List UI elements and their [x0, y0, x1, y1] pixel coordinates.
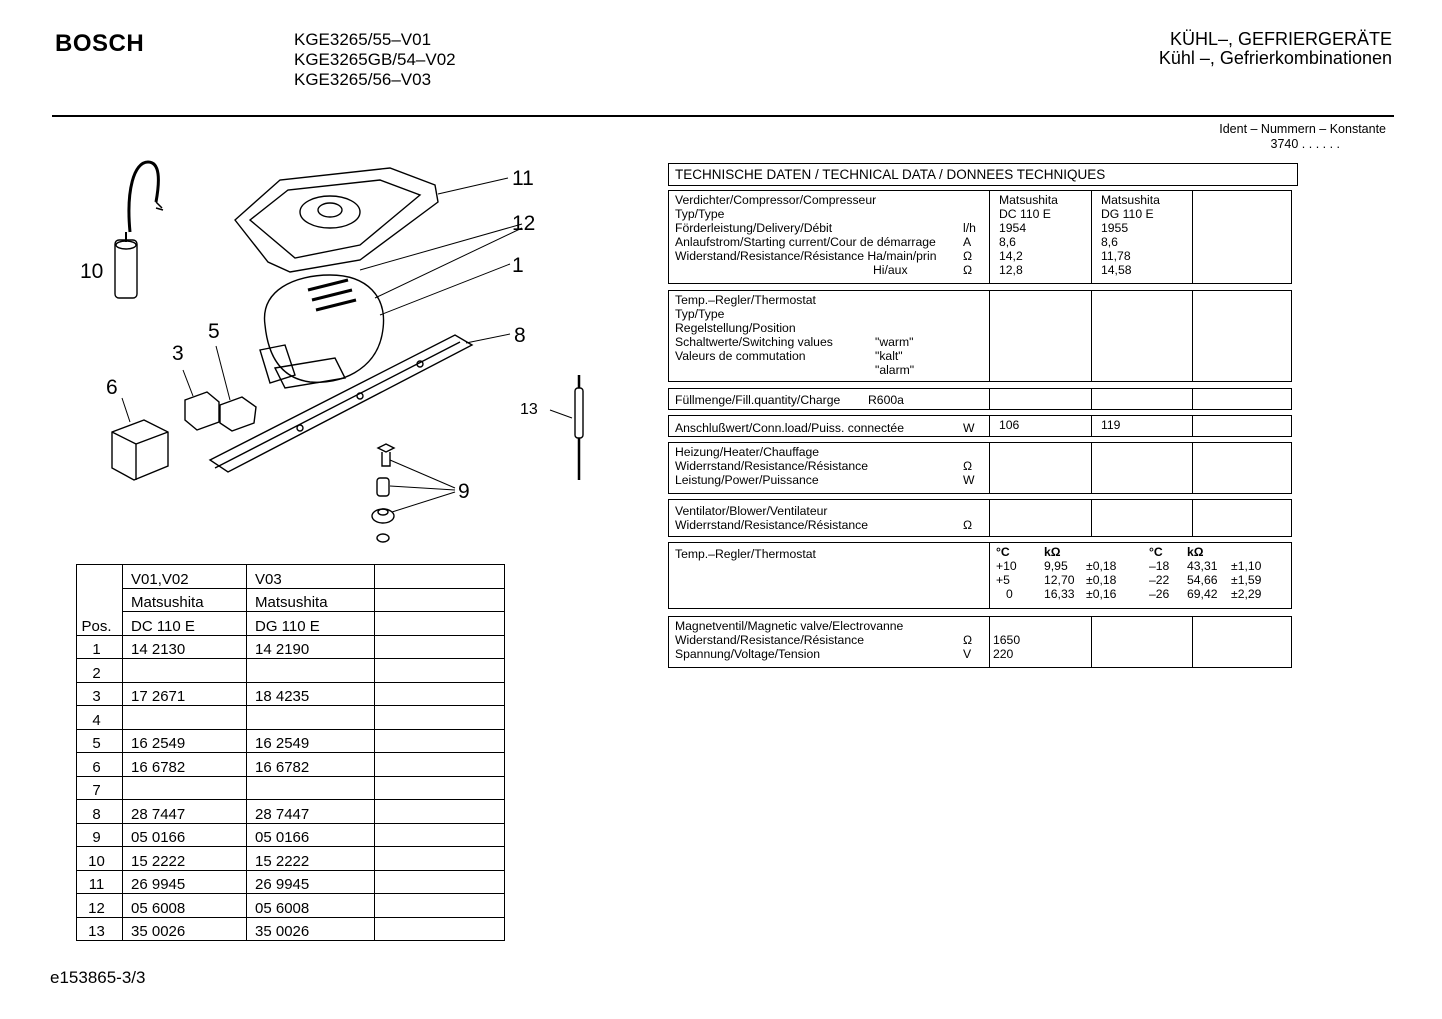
- part-number-v03: [247, 659, 375, 683]
- magnetic-valve-block: [668, 616, 1292, 668]
- heater-block: [668, 442, 1292, 494]
- thermo-cell: 12,70: [1044, 573, 1075, 587]
- part-number-v03: 05 0166: [247, 823, 375, 847]
- table-row: [77, 800, 505, 824]
- part-number-v01: [123, 706, 247, 730]
- conn-load-block: [668, 415, 1292, 437]
- thermostat-resistance-block: [668, 542, 1292, 609]
- res-head: kΩ: [1187, 545, 1204, 559]
- part-number-v01: 28 7447: [123, 800, 247, 824]
- spec-value: Matsushita: [1101, 193, 1160, 207]
- refrigerant: R600a: [868, 393, 904, 407]
- pos-header: Pos.: [77, 565, 123, 636]
- pos-number: 3: [77, 682, 123, 706]
- blower-col-1: [989, 500, 1091, 536]
- spec-unit: Ω: [963, 459, 973, 473]
- ident-code: 3740 . . . . . .: [1270, 137, 1340, 151]
- spec-unit: Ω: [963, 633, 973, 647]
- table-row: [77, 659, 505, 683]
- thermo-cell: ±0,18: [1086, 573, 1117, 587]
- part-number-extra: [375, 706, 505, 730]
- part-number-v01: [123, 659, 247, 683]
- ident-block: [1150, 122, 1386, 152]
- ident-label: Ident – Nummern – Konstante: [1219, 122, 1386, 136]
- spec-value: [993, 619, 1091, 633]
- callout-12: 12: [512, 212, 536, 235]
- spec-label: Leistung/Power/Puissance: [675, 473, 819, 487]
- thermo-cell: 16,33: [1044, 587, 1075, 601]
- part-number-v01: 35 0026: [123, 917, 247, 941]
- spec-row: [675, 459, 989, 473]
- category-title: [1159, 30, 1392, 68]
- part-number-extra: [375, 682, 505, 706]
- spec-value: 14,2: [999, 249, 1023, 263]
- spec-label: Typ/Type: [675, 207, 725, 221]
- thermo-cell: ±1,59: [1231, 573, 1262, 587]
- spec-unit: Ω: [963, 249, 973, 263]
- part-number-v03: 18 4235: [247, 682, 375, 706]
- thermo-cell: 9,95: [1044, 559, 1068, 573]
- pos-number: 9: [77, 823, 123, 847]
- table-row: [77, 706, 505, 730]
- callout-5: 5: [208, 320, 220, 343]
- heater-col-1: [989, 443, 1091, 493]
- valve-col-3: [1192, 617, 1293, 667]
- part-number-v03: [247, 776, 375, 800]
- pos-number: 4: [77, 706, 123, 730]
- part-number-v01: 05 6008: [123, 894, 247, 918]
- thermo-cell: +5: [996, 573, 1010, 587]
- spec-label: Regelstellung/Position: [675, 321, 796, 335]
- thermo-cell: ±2,29: [1231, 587, 1262, 601]
- table-row: [77, 847, 505, 871]
- part-number-v01: 05 0166: [123, 823, 247, 847]
- valve-labels: [669, 617, 989, 667]
- part-number-v01: 14 2130: [123, 635, 247, 659]
- pos-number: 2: [77, 659, 123, 683]
- thermo-cell: ±1,10: [1231, 559, 1262, 573]
- blower-labels: [669, 500, 989, 536]
- grommet-set-part: [372, 444, 394, 542]
- compressor-part: [260, 275, 383, 388]
- table-row: [77, 917, 505, 941]
- spec-value: DG 110 E: [1101, 207, 1154, 221]
- spec-row: [675, 473, 989, 487]
- callout-11: 11: [512, 167, 534, 190]
- table-row: [77, 729, 505, 753]
- filter-drier-part: [575, 375, 583, 480]
- spec-row: [675, 518, 989, 532]
- spec-row: [675, 207, 989, 221]
- model-number: KGE3265GB/54–V02: [294, 50, 456, 69]
- blower-block: [668, 499, 1292, 537]
- part-number-v03: 28 7447: [247, 800, 375, 824]
- compressor-col-3: [1192, 191, 1293, 283]
- spec-row: [675, 249, 989, 263]
- callout-1: 1: [512, 254, 524, 277]
- part-number-extra: [375, 823, 505, 847]
- pos-number: 10: [77, 847, 123, 871]
- callout-8: 8: [514, 324, 526, 347]
- spec-row: [675, 619, 989, 633]
- fill-col-3: [1192, 389, 1293, 409]
- spec-label: Valeurs de commutation: [675, 349, 806, 363]
- thermo-cell: 69,42: [1187, 587, 1218, 601]
- spec-value: 1954: [999, 221, 1027, 235]
- pos-number: 11: [77, 870, 123, 894]
- pos-number: 13: [77, 917, 123, 941]
- pos-number: 8: [77, 800, 123, 824]
- table-header-cell: DC 110 E: [123, 612, 247, 636]
- spec-row: [675, 221, 989, 235]
- temp-head: °C: [996, 545, 1010, 559]
- switch-value: "alarm": [875, 363, 915, 377]
- spec-unit: A: [963, 235, 972, 249]
- spec-row: [675, 421, 989, 435]
- thermostat-col-1: [989, 291, 1091, 381]
- header-divider: [52, 115, 1394, 117]
- model-list: [294, 30, 456, 90]
- spec-value: 106: [999, 418, 1020, 432]
- thermo-row: [996, 573, 1291, 587]
- table-row: [77, 635, 505, 659]
- spec-row: [675, 235, 989, 249]
- table-header-cell: [375, 612, 505, 636]
- exploded-parts-diagram: [60, 150, 620, 550]
- category-line: KÜHL–, GEFRIERGERÄTE: [1169, 29, 1392, 49]
- spec-label: Ventilator/Blower/Ventilateur: [675, 504, 828, 518]
- spec-label: Widerstand/Resistance/Résistance: [675, 633, 864, 647]
- table-header-cell: [375, 565, 505, 589]
- spec-row: [675, 193, 989, 207]
- relay-cover-part: [112, 420, 168, 480]
- spec-label: Hi/aux: [873, 263, 908, 277]
- thermo-cell: 0: [1006, 587, 1013, 601]
- part-number-extra: [375, 917, 505, 941]
- thermostat-block: [668, 290, 1292, 382]
- table-row: [77, 682, 505, 706]
- spec-row: [675, 633, 989, 647]
- table-header-row: [77, 565, 505, 589]
- conn-col-2: [1091, 416, 1192, 436]
- spec-row: [675, 393, 989, 407]
- thermo-cell: 54,66: [1187, 573, 1218, 587]
- table-header-cell: DG 110 E: [247, 612, 375, 636]
- part-number-extra: [375, 659, 505, 683]
- spec-label: Heizung/Heater/Chauffage: [675, 445, 820, 459]
- spec-label: Magnetventil/Magnetic valve/Electrovanne: [675, 619, 904, 633]
- part-number-v01: 15 2222: [123, 847, 247, 871]
- spec-row: [675, 504, 989, 518]
- blower-col-2: [1091, 500, 1192, 536]
- thermo-row: [996, 587, 1291, 601]
- relay-part: [185, 392, 256, 431]
- model-number: KGE3265/56–V03: [294, 70, 432, 89]
- spec-label: Verdichter/Compressor/Compresseur: [675, 193, 877, 207]
- part-number-extra: [375, 800, 505, 824]
- pos-number: 6: [77, 753, 123, 777]
- part-number-extra: [375, 729, 505, 753]
- spec-value: Matsushita: [999, 193, 1058, 207]
- document-code: e153865-3/3: [50, 968, 146, 987]
- callout-13: 13: [520, 401, 538, 418]
- parts-table: [76, 564, 505, 941]
- thermo-cell: +10: [996, 559, 1017, 573]
- thermo-cell: –26: [1149, 587, 1170, 601]
- part-number-v03: 15 2222: [247, 847, 375, 871]
- blower-col-3: [1192, 500, 1293, 536]
- table-header-cell: V01,V02: [123, 565, 247, 589]
- spec-unit: W: [963, 421, 975, 435]
- tech-data-title: [668, 163, 1298, 186]
- spec-value: 1650: [993, 633, 1021, 647]
- spec-label: Typ/Type: [675, 307, 725, 321]
- callout-3: 3: [172, 342, 184, 365]
- brand-logo: BOSCH: [55, 30, 145, 57]
- spec-label: Widerstand/Resistance/Résistance Ha/main/prin: [675, 249, 937, 263]
- part-number-v01: [123, 776, 247, 800]
- fill-col-1: [989, 389, 1091, 409]
- fill-quantity-block: [668, 388, 1292, 410]
- table-header-cell: V03: [247, 565, 375, 589]
- part-number-v03: [247, 706, 375, 730]
- compressor-block: [668, 190, 1292, 284]
- thermostat-values: [989, 543, 1291, 608]
- conn-col-3: [1192, 416, 1293, 436]
- part-number-v01: 16 6782: [123, 753, 247, 777]
- part-number-v03: 35 0026: [247, 917, 375, 941]
- spec-label: Füllmenge/Fill.quantity/Charge: [675, 393, 841, 407]
- part-number-v03: 05 6008: [247, 894, 375, 918]
- spec-label: Spannung/Voltage/Tension: [675, 647, 821, 661]
- thermostat-col-2: [1091, 291, 1192, 381]
- pos-number: 7: [77, 776, 123, 800]
- tech-title-text: TECHNISCHE DATEN / TECHNICAL DATA / DONNEES TECHNIQUES: [675, 167, 1106, 182]
- spec-unit: W: [963, 473, 975, 487]
- spec-value: 220: [993, 647, 1014, 661]
- spec-value: 14,58: [1101, 263, 1132, 277]
- conn-col-1: [989, 416, 1091, 436]
- spec-row: [675, 363, 989, 377]
- spec-unit: V: [963, 647, 972, 661]
- heater-labels: [669, 443, 989, 493]
- spec-label: Temp.–Regler/Thermostat: [675, 547, 816, 561]
- conn-label-cell: [669, 416, 989, 436]
- pos-number: 12: [77, 894, 123, 918]
- part-number-v03: 14 2190: [247, 635, 375, 659]
- compressor-labels: [669, 191, 989, 283]
- table-row: [77, 753, 505, 777]
- part-number-v03: 16 2549: [247, 729, 375, 753]
- table-header-cell: Matsushita: [247, 588, 375, 612]
- temp-head: °C: [1149, 545, 1163, 559]
- spec-label: Förderleistung/Delivery/Débit: [675, 221, 833, 235]
- spec-label: Widerrstand/Resistance/Résistance: [675, 459, 869, 473]
- category-line: Kühl –, Gefrierkombinationen: [1158, 48, 1392, 68]
- fill-col-2: [1091, 389, 1192, 409]
- spec-row: [675, 263, 989, 277]
- callout-6: 6: [106, 376, 118, 399]
- table-header-cell: Matsushita: [123, 588, 247, 612]
- thermo-cell: –18: [1149, 559, 1170, 573]
- part-number-extra: [375, 894, 505, 918]
- valve-col-2: [1091, 617, 1192, 667]
- callout-10: 10: [80, 260, 104, 283]
- part-number-v01: 17 2671: [123, 682, 247, 706]
- spec-value: 8,6: [1101, 235, 1118, 249]
- table-row: [77, 823, 505, 847]
- thermo-cell: ±0,18: [1086, 559, 1117, 573]
- part-number-extra: [375, 870, 505, 894]
- table-header-cell: [375, 588, 505, 612]
- spec-label: Schaltwerte/Switching values: [675, 335, 833, 349]
- part-number-v01: 26 9945: [123, 870, 247, 894]
- fill-label-cell: [669, 389, 989, 409]
- part-number-v03: 16 6782: [247, 753, 375, 777]
- part-number-extra: [375, 753, 505, 777]
- spec-value: 1955: [1101, 221, 1129, 235]
- table-row: [77, 776, 505, 800]
- part-number-extra: [375, 776, 505, 800]
- spec-value: 11,78: [1101, 249, 1131, 263]
- res-head: kΩ: [1044, 545, 1061, 559]
- switch-value: "kalt": [875, 349, 903, 363]
- capacitor-part: [115, 162, 163, 298]
- table-header-row: [77, 612, 505, 636]
- thermo-cell: –22: [1149, 573, 1170, 587]
- spec-unit: l/h: [963, 221, 976, 235]
- spec-label: Anlaufstrom/Starting current/Cour de démarrage: [675, 235, 936, 249]
- switch-value: "warm": [875, 335, 914, 349]
- part-number-v01: 16 2549: [123, 729, 247, 753]
- thermo-cell: 43,31: [1187, 559, 1218, 573]
- spec-unit: Ω: [963, 518, 973, 532]
- spec-value: 8,6: [999, 235, 1016, 249]
- part-number-v03: 26 9945: [247, 870, 375, 894]
- heater-col-2: [1091, 443, 1192, 493]
- spec-row: [675, 647, 989, 661]
- spec-label: Anschlußwert/Conn.load/Puiss. connectée: [675, 421, 904, 435]
- spec-unit: Ω: [963, 263, 973, 277]
- thermo-row: [996, 559, 1291, 573]
- thermo2-label-cell: [669, 543, 989, 608]
- heater-col-3: [1192, 443, 1293, 493]
- table-row: [77, 870, 505, 894]
- compressor-col-1: [989, 191, 1091, 283]
- pos-number: 1: [77, 635, 123, 659]
- spec-value: DC 110 E: [999, 207, 1051, 221]
- part-number-extra: [375, 635, 505, 659]
- table-header-row: [77, 588, 505, 612]
- spec-row: [675, 335, 989, 349]
- spec-value: 119: [1101, 418, 1121, 432]
- spec-value: 12,8: [999, 263, 1023, 277]
- part-number-extra: [375, 847, 505, 871]
- model-number: KGE3265/55–V01: [294, 30, 432, 49]
- thermostat-labels: [669, 291, 989, 381]
- thermo-head-row: [996, 545, 1291, 559]
- callout-9: 9: [458, 480, 470, 503]
- spec-label: Temp.–Regler/Thermostat: [675, 293, 816, 307]
- table-row: [77, 894, 505, 918]
- pos-number: 5: [77, 729, 123, 753]
- spec-label: Widerrstand/Resistance/Résistance: [675, 518, 869, 532]
- spec-row: [675, 445, 989, 459]
- compressor-col-2: [1091, 191, 1192, 283]
- thermostat-col-3: [1192, 291, 1293, 381]
- valve-col-1: [989, 617, 1091, 667]
- thermo-cell: ±0,16: [1086, 587, 1117, 601]
- spec-row: [675, 349, 989, 363]
